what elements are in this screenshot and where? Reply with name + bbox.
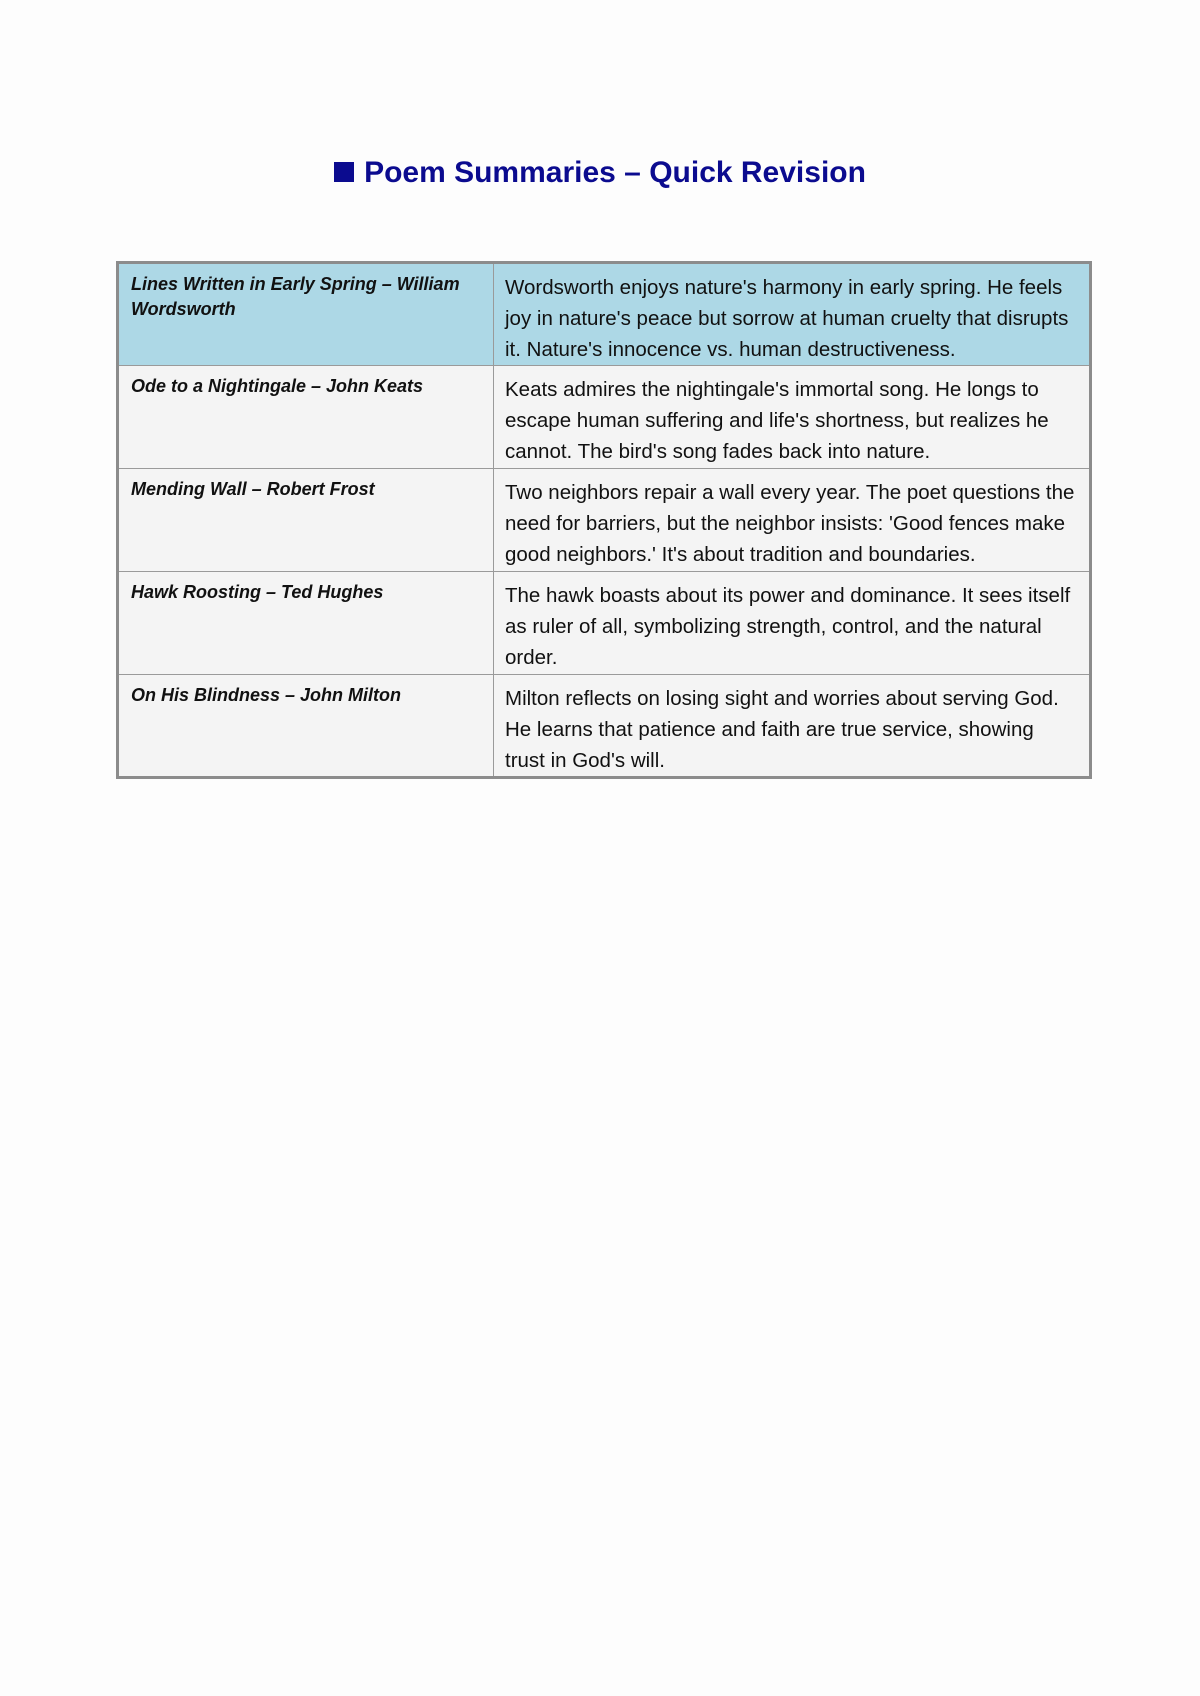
poem-summary-table xyxy=(116,261,1092,779)
poem-summary-cell: Wordsworth enjoys nature's harmony in early spring. He feels joy in nature's peace but sorrow at human cruelty that disrupts it. Nature's innocence vs. human destructiveness. xyxy=(494,263,1091,366)
poem-title-author-cell: Mending Wall – Robert Frost xyxy=(118,469,494,572)
poem-title-author-cell: On His Blindness – John Milton xyxy=(118,675,494,778)
table-row xyxy=(118,366,1091,469)
table-row xyxy=(118,675,1091,778)
table-row xyxy=(118,572,1091,675)
poem-title-author-cell: Hawk Roosting – Ted Hughes xyxy=(118,572,494,675)
poem-summary-cell: The hawk boasts about its power and dominance. It sees itself as ruler of all, symbolizing strength, control, and the natural order. xyxy=(494,572,1091,675)
poem-summary-cell: Milton reflects on losing sight and worries about serving God. He learns that patience and faith are true service, showing trust in God's will. xyxy=(494,675,1091,778)
poem-summary-cell: Two neighbors repair a wall every year. The poet questions the need for barriers, but the neighbor insists: 'Good fences make good neighbors.' It's about tradition and boundaries. xyxy=(494,469,1091,572)
table-row xyxy=(118,469,1091,572)
poem-title-author-cell: Ode to a Nightingale – John Keats xyxy=(118,366,494,469)
page-title-text: Poem Summaries – Quick Revision xyxy=(364,156,866,189)
black-square-icon xyxy=(334,162,354,182)
poem-summary-cell: Keats admires the nightingale's immortal song. He longs to escape human suffering and life's shortness, but realizes he cannot. The bird's song fades back into nature. xyxy=(494,366,1091,469)
poem-title-author-cell: Lines Written in Early Spring – William Wordsworth xyxy=(118,263,494,366)
page-title xyxy=(0,158,1200,188)
table-row xyxy=(118,263,1091,366)
